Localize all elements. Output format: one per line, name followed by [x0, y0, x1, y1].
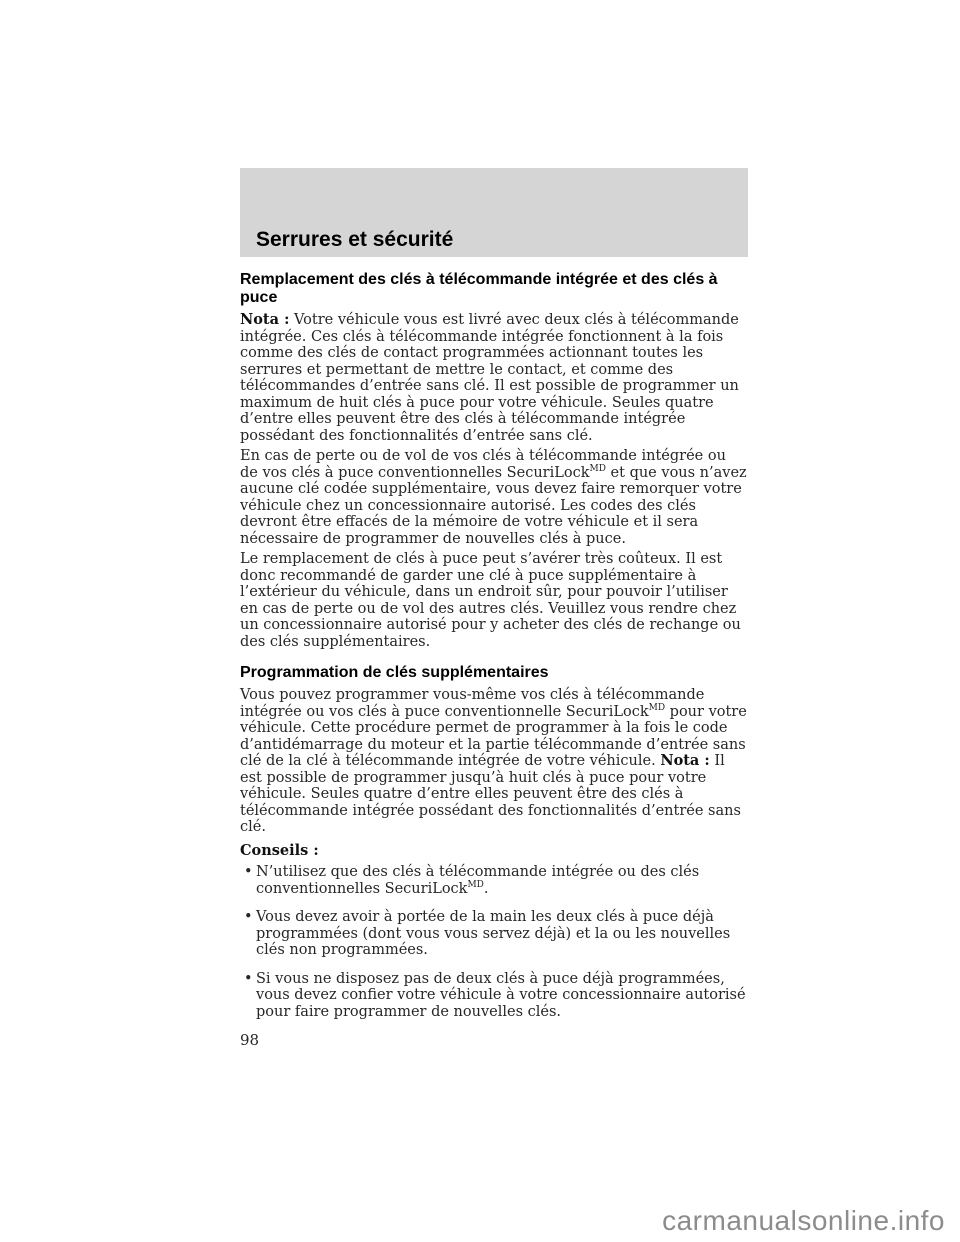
section-heading-programming: Programmation de clés supplémentaires: [240, 664, 549, 681]
bullet-icon: •: [244, 970, 253, 987]
paragraph-text: En cas de perte ou de vol de vos clés à télécommande intégrée ou de vos clés à puce conventionnelles SecuriLock: [240, 448, 726, 481]
watermark: carmanualsonline.info: [662, 1205, 945, 1236]
trademark-md-superscript: MD: [467, 879, 484, 890]
tips-list: [240, 864, 748, 1020]
section-heading-key-replacement: Remplacement des clés à télécommande intégrée et des clés à puce: [240, 271, 718, 306]
paragraph-text: Votre véhicule vous est livré avec deux clés à télécommande intégrée. Ces clés à télécommande intégrée fonctionnent à la fois comme des clés de contact programmées actionnant toutes les serrures et permettant de mettre le contact, et comme des télécommandes d’entrée sans clé. Il est possible de programmer un maximum de huit clés à puce pour votre véhicule. Seules quatre d’entre elles peuvent être des clés à télécommande intégrée possédant des fonctionnalités d’entrée sans clé.: [240, 312, 739, 444]
bullet-icon: •: [244, 909, 253, 925]
paragraph-lost-keys: [240, 448, 748, 547]
bullet-text: Si vous ne disposez pas de deux clés à puce déjà programmées, vous devez confier votre véhicule à votre concessionnaire autorisé pour faire programmer de nouvelles clés.: [256, 970, 746, 1020]
paragraph-text: Il est possible de programmer jusqu’à huit clés à puce pour votre véhicule. Seules quatre d’entre elles peuvent être des clés à télécommande intégrée possédant des fonctionnalités d’entrée sans clé.: [240, 753, 741, 835]
paragraph-nota-key-delivery: [240, 312, 748, 444]
nota-label: Nota :: [240, 311, 290, 328]
content-column: [240, 168, 748, 1049]
paragraph-self-programming: [240, 687, 748, 836]
chapter-banner: [240, 168, 748, 257]
conseils-label: Conseils :: [240, 841, 319, 859]
trademark-md-superscript: MD: [589, 463, 606, 474]
bullet-text: [256, 864, 748, 897]
paragraph-text: et que vous n’avez aucune clé codée supplémentaire, vous devez faire remorquer votre véhicule chez un concessionnaire autorisé. Les codes des clés devront être effacés de la mémoire de votre véhicule et il sera nécessaire de programmer de nouvelles clés à puce.: [240, 464, 747, 547]
bullet-icon: •: [244, 864, 253, 880]
page-number: 98: [240, 1031, 260, 1049]
paragraph-text: Le remplacement de clés à puce peut s’avérer très coûteux. Il est donc recommandé de garder une clé à puce supplémentaire à l’extérieur du véhicule, dans un endroit sûr, pour pouvoir l’utiliser en cas de perte ou de vol des autres clés. Veuillez vous rendre chez un concessionnaire autorisé pour y acheter des clés de rechange ou des clés supplémentaires.: [240, 551, 741, 650]
trademark-md-superscript: MD: [648, 702, 666, 713]
bullet-text: Vous devez avoir à portée de la main les deux clés à puce déjà programmées (dont vous vous servez déjà) et la ou les nouvelles clés non programmées.: [256, 909, 731, 958]
list-item: [240, 864, 748, 897]
bullet-text-segment: .: [483, 880, 489, 897]
paragraph-replacement-cost: [240, 551, 748, 650]
paragraph-text: Vous pouvez programmer vous-même vos clés à télécommande intégrée ou vos clés à puce conventionnelle SecuriLock: [240, 687, 705, 720]
chapter-title: Serrures et sécurité: [256, 228, 454, 251]
nota-label: Nota :: [660, 752, 710, 769]
list-item: [240, 909, 748, 959]
list-item: [240, 971, 748, 1021]
paragraph-text: pour votre véhicule. Cette procédure permet de programmer à la fois le code d’antidémarrage du moteur et la partie télécommande d’entrée sans clé de la clé à télécommande intégrée de votre véhicule.: [240, 703, 747, 769]
bullet-text-segment: N’utilisez que des clés à télécommande intégrée ou des clés conventionnelles SecuriLock: [256, 864, 700, 897]
